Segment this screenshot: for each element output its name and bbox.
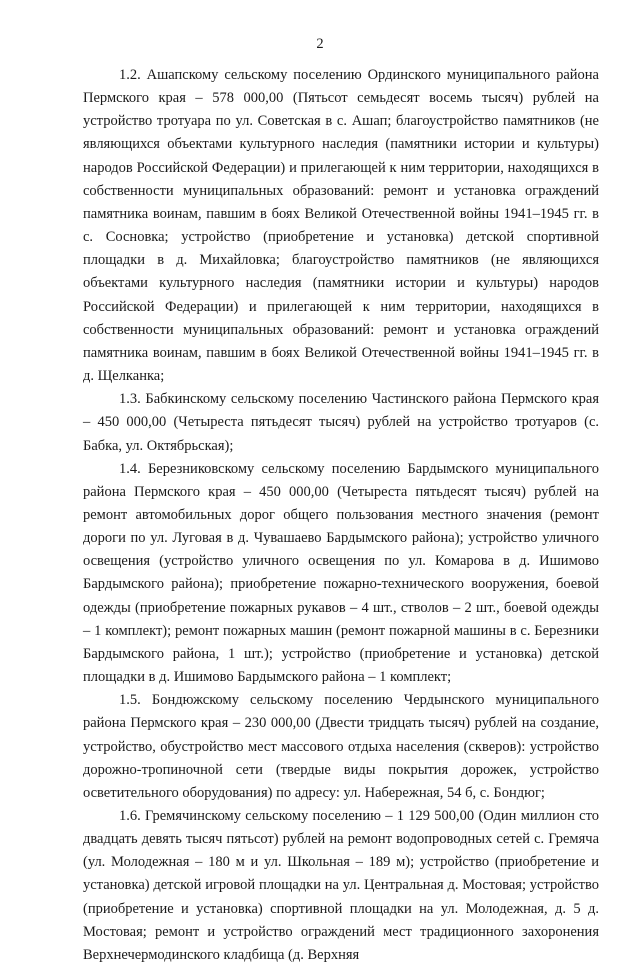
document-body [83,64,599,967]
paragraph-1-5: 1.5. Бондюжскому сельскому поселению Чердынского муниципального района Пермского края – 230 000,00 (Двести тридцать тысяч) рублей на создание, устройство, обустройство мест массового отдыха населения (скверов): устройство дорожно-тропиночной сети (твердые виды покрытия дорожек, устройство осветительного оборудования) по адресу: ул. Набережная, 54 б, с. Бондюг; [83,692,599,801]
page-number: 2 [316,36,324,52]
paragraph-1-2: 1.2. Ашапскому сельскому поселению Ординского муниципального района Пермского края – 578 000,00 (Пятьсот семьдесят восемь тысяч) рублей на устройство тротуара по ул. Советская в с. Ашап; благоустройство памятников (не являющихся объектами культурного наследия (памятники истории и культуры) народов Российской Федерации) и прилегающей к ним территории, находящихся в собственности муниципальных образований: ремонт и установка ограждений памятника воинам, павшим в боях Великой Отечественной войны 1941–1945 гг. в с. Сосновка; устройство (приобретение и установка) детской спортивной площадки в д. Михайловка; благоустройство памятников (не являющихся объектами культурного наследия (памятники истории и культуры) народов Российской Федерации) и прилегающей к ним территории, находящихся в собственности муниципальных образований: ремонт и установка ограждений памятника воинам, павшим в боях Великой Отечественной войны 1941–1945 гг. в д. Щелканка; [83,67,599,385]
paragraph-1-6: 1.6. Гремячинскому сельскому поселению – 1 129 500,00 (Один миллион сто двадцать девять тысяч пятьсот) рублей на ремонт водопроводных сетей с. Гремяча (ул. Молодежная – 180 м и ул. Школьная – 189 м); устройство (приобретение и установка) детской игровой площадки на ул. Центральная д. Мостовая; устройство (приобретение и установка) спортивной площадки на ул. Молодежная, д. 5 д. Мостовая; ремонт и устройство ограждений мест традиционного захоронения Верхнечермодинского кладбища (д. Верхняя [83,808,599,963]
paragraph-1-3: 1.3. Бабкинскому сельскому поселению Частинского района Пермского края – 450 000,00 (Четыреста пятьдесят тысяч) рублей на устройство тротуаров (с. Бабка, ул. Октябрьская); [83,391,599,454]
paragraph-1-4: 1.4. Березниковскому сельскому поселению Бардымского муниципального района Пермского края – 450 000,00 (Четыреста пятьдесят тысяч) рублей на ремонт автомобильных дорог общего пользования местного значения (ремонт дороги по ул. Луговая в д. Чувашаево Бардымского района); устройство уличного освещения (устройство уличного освещения по ул. Комарова в д. Ишимово Бардымского района); приобретение пожарно-технического вооружения, боевой одежды (приобретение пожарных рукавов – 4 шт., стволов – 2 шт., боевой одежды – 1 комплект); ремонт пожарных машин (ремонт пожарной машины в с. Березники Бардымского района, 1 шт.); устройство (приобретение и установка) детской площадки в д. Ишимово Бардымского района – 1 комплект; [83,460,599,686]
